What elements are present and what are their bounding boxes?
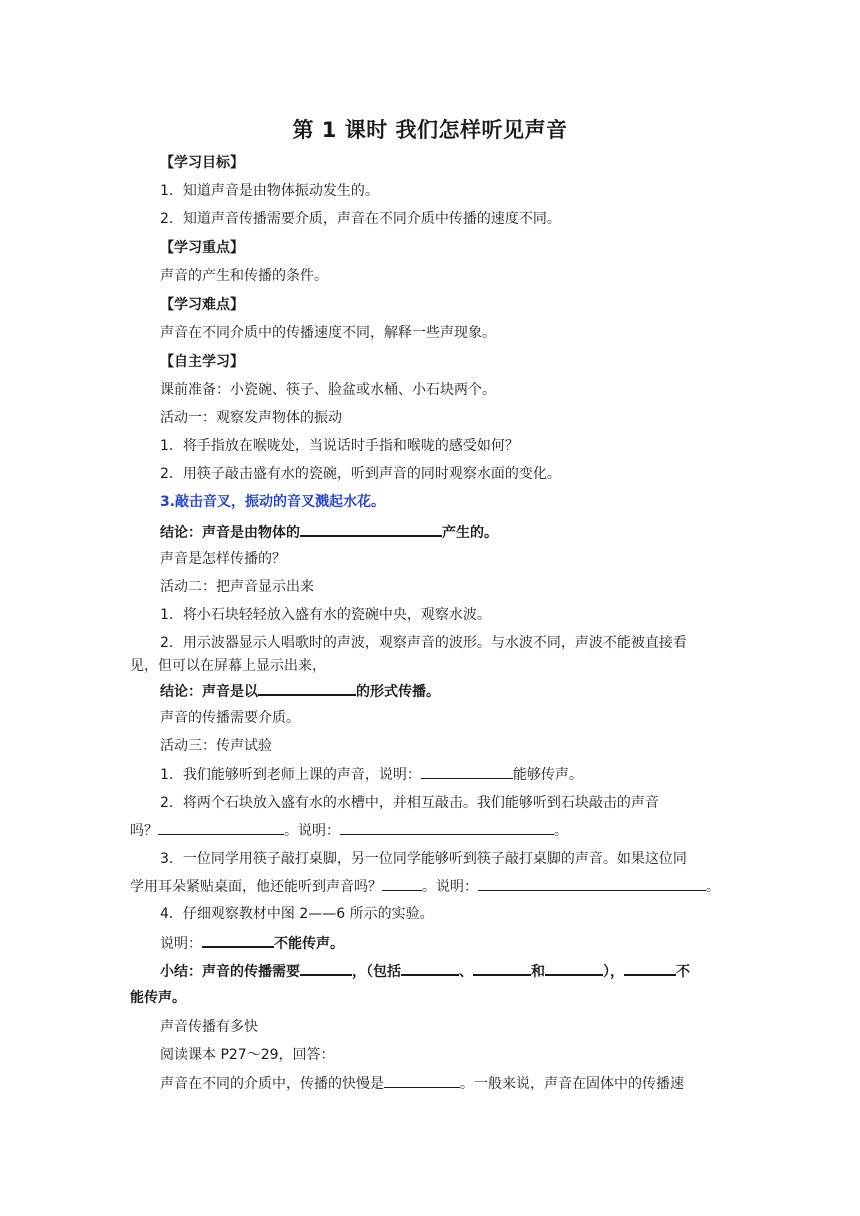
activity-3-question-2-line-1: 2．将两个石块放入盛有水的水槽中，并相互敲击。我们能够听到石块敲击的声音	[160, 795, 659, 811]
activity-3-question-2-prefix: 吗？	[130, 823, 158, 839]
activity-3-question-4: 4．仔细观察教材中图 2——6 所示的实验。	[160, 906, 434, 922]
activity-3-question-3-suffix: 。	[706, 879, 720, 895]
summary-prefix: 小结：声音的传播需要	[160, 964, 300, 980]
speed-question-suffix: 。一般来说，声音在固体中的传播速	[460, 1076, 684, 1092]
summary-blank-3[interactable]	[473, 960, 531, 976]
goal-item-1: 1．知道声音是由物体振动发生的。	[160, 183, 379, 199]
summary-blank-1[interactable]	[300, 960, 352, 976]
reading-instruction: 阅读课本 P27～29，回答：	[160, 1047, 335, 1063]
summary-line-1	[160, 960, 690, 982]
summary-and: 和	[531, 964, 545, 980]
conclusion-1-blank[interactable]	[300, 521, 442, 537]
page-title: 第 1 课时 我们怎样听见声音	[292, 118, 568, 142]
activity-2-question-2-line-1: 2．用示波器显示人唱歌时的声波，观察声音的波形。与水波不同，声波不能被直接看	[160, 635, 687, 651]
section-heading-self-study: 【自主学习】	[160, 354, 244, 370]
activity-3-question-2-middle: 。说明：	[284, 823, 340, 839]
activity-3-question-1-text: 1．我们能够听到老师上课的声音，说明：	[160, 767, 421, 783]
activity-1-question-1: 1．将手指放在喉咙处，当说话时手指和喉咙的感受如何？	[160, 438, 519, 454]
key-text: 声音的产生和传播的条件。	[160, 268, 328, 284]
activity-2-title: 活动二：把声音显示出来	[160, 579, 314, 595]
summary-including: ，（包括	[352, 964, 401, 980]
explanation-prefix: 说明：	[160, 936, 202, 952]
activity-1-question-2: 2．用筷子敲击盛有水的瓷碗，听到声音的同时观察水面的变化。	[160, 466, 561, 482]
difficulty-text: 声音在不同介质中的传播速度不同，解释一些声现象。	[160, 325, 496, 341]
summary-blank-2[interactable]	[401, 960, 459, 976]
activity-3-question-1-blank[interactable]	[421, 764, 513, 779]
speed-question	[160, 1073, 684, 1094]
activity-3-question-3-prefix: 学用耳朵紧贴桌面，他还能听到声音吗？	[130, 879, 382, 895]
explanation-suffix: 不能传声。	[274, 936, 344, 952]
speed-section-title: 声音传播有多快	[160, 1019, 258, 1035]
activity-3-title: 活动三：传声试验	[160, 738, 272, 754]
conclusion-1-suffix: 产生的。	[442, 525, 498, 541]
conclusion-1-prefix: 结论：声音是由物体的	[160, 525, 300, 541]
summary-close: ），	[603, 964, 624, 980]
activity-3-question-2-suffix: 。	[554, 823, 568, 839]
section-heading-difficulty: 【学习难点】	[160, 297, 244, 313]
activity-2-question-2-line-2: 见，但可以在屏幕上显示出来，	[130, 658, 326, 674]
how-sound-spreads: 声音是怎样传播的？	[160, 551, 286, 567]
conclusion-2-suffix: 的形式传播。	[356, 684, 440, 700]
activity-3-question-3-middle: 。说明：	[422, 879, 478, 895]
activity-3-question-2-blank-2[interactable]	[340, 820, 554, 835]
conclusion-1	[160, 521, 498, 543]
activity-2-question-1: 1．将小石块轻轻放入盛有水的瓷碗中央，观察水波。	[160, 607, 491, 623]
medium-statement: 声音的传播需要介质。	[160, 710, 300, 726]
activity-3-question-3-line-2	[130, 876, 720, 897]
activity-3-question-3-line-1: 3．一位同学用筷子敲打桌脚，另一位同学能够听到筷子敲打桌脚的声音。如果这位同	[160, 851, 687, 867]
speed-question-prefix: 声音在不同的介质中，传播的快慢是	[160, 1076, 384, 1092]
summary-blank-5[interactable]	[624, 960, 676, 976]
activity-3-question-2-blank-1[interactable]	[158, 820, 284, 835]
explanation-blank[interactable]	[202, 932, 274, 948]
activity-3-question-3-blank-1[interactable]	[382, 876, 422, 891]
conclusion-2	[160, 680, 440, 702]
preparation-text: 课前准备：小瓷碗、筷子、脸盆或水桶、小石块两个。	[160, 382, 496, 398]
activity-3-question-2-line-2	[130, 820, 568, 841]
summary-separator: 、	[459, 964, 473, 980]
activity-1-title: 活动一：观察发声物体的振动	[160, 410, 342, 426]
activity-3-question-3-blank-2[interactable]	[478, 876, 706, 891]
activity-1-question-3: 3.敲击音叉，振动的音叉溅起水花。	[160, 494, 386, 510]
activity-3-question-1-suffix: 能够传声。	[512, 767, 583, 783]
speed-question-blank[interactable]	[384, 1073, 460, 1088]
section-heading-key: 【学习重点】	[160, 240, 244, 256]
section-heading-goals: 【学习目标】	[160, 155, 244, 171]
conclusion-2-blank[interactable]	[258, 680, 356, 696]
goal-item-2: 2．知道声音传播需要介质，声音在不同介质中传播的速度不同。	[160, 211, 561, 227]
summary-blank-4[interactable]	[545, 960, 603, 976]
summary-line-2: 能传声。	[130, 990, 186, 1006]
summary-not: 不	[676, 964, 690, 980]
conclusion-2-prefix: 结论：声音是以	[160, 684, 258, 700]
activity-3-question-1	[160, 764, 583, 785]
explanation-line	[160, 932, 344, 954]
